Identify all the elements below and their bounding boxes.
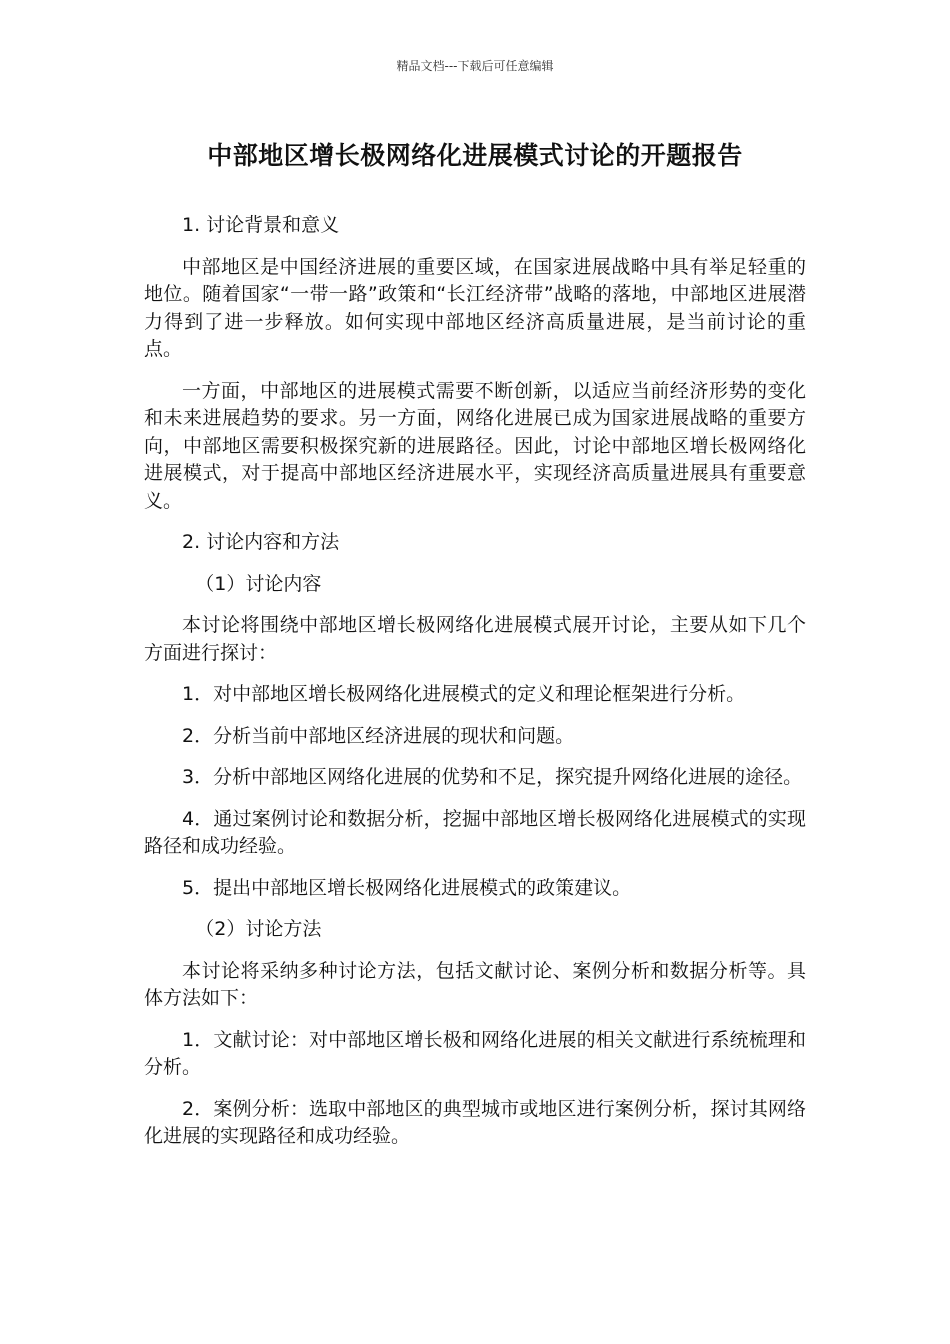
list-item: 5．提出中部地区增长极网络化进展模式的政策建议。 — [182, 876, 632, 899]
header-note: 精品文档---下载后可任意编辑 — [396, 59, 554, 73]
section-2-heading: 2. 讨论内容和方法 — [182, 531, 340, 553]
subsection-method-heading: （2）讨论方法 — [195, 918, 322, 940]
list-item: 1．文献讨论：对中部地区增长极和网络化进展的相关文献进行系统梳理和分析。 — [144, 1028, 806, 1078]
subsection-content-heading: （1）讨论内容 — [195, 572, 322, 595]
section-1-heading: 1. 讨论背景和意义 — [182, 214, 340, 236]
paragraph: 本讨论将采纳多种讨论方法，包括文献讨论、案例分析和数据分析等。具体方法如下： — [144, 959, 806, 1009]
list-item: 2．分析当前中部地区经济进展的现状和问题。 — [182, 724, 575, 747]
paragraph: 中部地区是中国经济进展的重要区域，在国家进展战略中具有举足轻重的地位。随着国家“一带一路”政策和“长江经济带”战略的落地，中部地区进展潜力得到了进一步释放。如何实现中部地区经济高质量进展，是当前讨论的重点。 — [144, 255, 806, 360]
document-title: 中部地区增长极网络化进展模式讨论的开题报告 — [207, 141, 743, 170]
list-item: 2．案例分析：选取中部地区的典型城市或地区进行案例分析，探讨其网络化进展的实现路径和成功经验。 — [144, 1097, 806, 1147]
list-item: 1．对中部地区增长极网络化进展模式的定义和理论框架进行分析。 — [182, 683, 746, 705]
list-item: 3．分析中部地区网络化进展的优势和不足，探究提升网络化进展的途径。 — [182, 766, 803, 788]
paragraph: 一方面，中部地区的进展模式需要不断创新，以适应当前经济形势的变化和未来进展趋势的要求。另一方面，网络化进展已成为国家进展战略的重要方向，中部地区需要积极探究新的进展路径。因此，讨论中部地区增长极网络化进展模式，对于提高中部地区经济进展水平，实现经济高质量进展具有重要意义。 — [144, 379, 806, 512]
document-body — [144, 212, 806, 1165]
list-item: 4．通过案例讨论和数据分析，挖掘中部地区增长极网络化进展模式的实现路径和成功经验。 — [144, 807, 806, 857]
paragraph: 本讨论将围绕中部地区增长极网络化进展模式展开讨论，主要从如下几个方面进行探讨： — [144, 614, 806, 664]
